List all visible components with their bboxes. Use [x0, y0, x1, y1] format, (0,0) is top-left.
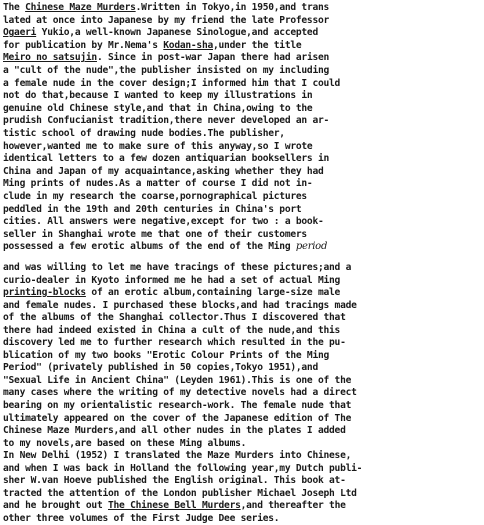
line-text: In New Delhi (1952) I translated the Maze Murders into Chinese, — [3, 450, 352, 462]
line-text: and was willing to let me have tracings of these pictures;and a — [3, 262, 352, 273]
line-text: curio-dealer in Kyoto informed me he had a set of actual Ming — [3, 274, 341, 286]
text-line — [3, 312, 483, 325]
line-text: tracted the attention of the London publisher Michael Joseph Ltd — [3, 487, 357, 499]
text-line — [3, 153, 483, 166]
line-text: clude in my research the coarse,pornographical pictures — [3, 190, 307, 202]
underlined-publisher: Kodan-sha — [163, 39, 213, 51]
line-text: of the albums of the Shanghai collector.Thus I discovered that — [3, 312, 346, 324]
text-line — [3, 362, 483, 375]
line-text: there had indeed existed in China a cult of the nude,and this — [3, 324, 341, 336]
text-line — [3, 438, 483, 451]
underlined-title: Meiro no satsujin — [3, 52, 97, 64]
paragraph-1 — [3, 2, 483, 254]
text-line — [3, 463, 483, 476]
line-text: cities. All answers were negative,except for two : a book- — [3, 216, 324, 228]
line-text: .Written in Tokyo,in 1950,and trans — [135, 2, 330, 13]
underlined-title: Chinese Maze Murders — [25, 2, 136, 13]
text-line — [3, 387, 483, 400]
text-line — [3, 216, 483, 229]
line-text: lated at once into Japanese by my friend the late Professor — [3, 14, 330, 26]
line-text: sher W.van Hoeve published the English original. This book at- — [3, 475, 346, 487]
underlined-term: printing-blocks — [3, 287, 86, 299]
line-text: seller in Shanghai wrote me that one of their customers — [3, 228, 307, 240]
line-text: discovery led me to further research which resulted in the pu- — [3, 337, 346, 349]
line-text: The — [3, 2, 26, 13]
line-text: and he brought out — [3, 500, 108, 512]
text-line — [3, 204, 483, 217]
text-line — [3, 115, 483, 128]
line-text: other three volumes of the First Judge Dee series. — [3, 512, 280, 524]
line-text: tistic school of drawing nude bodies.The publisher, — [3, 127, 285, 139]
text-line — [3, 475, 483, 488]
text-line — [3, 287, 483, 300]
text-line — [3, 275, 483, 288]
text-line — [3, 425, 483, 438]
text-line — [3, 262, 483, 275]
line-text: Yukio,a well-known Japanese Sinologue,and accepted — [36, 27, 318, 39]
text-line — [3, 337, 483, 350]
line-text: Chinese Maze Murders,and all other nudes in the plates I added — [3, 425, 346, 437]
text-line — [3, 325, 483, 338]
text-line — [3, 27, 483, 40]
line-text: for publication by Mr.Nema's — [3, 39, 164, 51]
text-line — [3, 178, 483, 191]
underlined-name: Ogaeri — [3, 27, 37, 39]
line-text: prudish Confucianist tradition,there never developed an ar- — [3, 115, 330, 127]
paragraph-gap — [0, 250, 484, 260]
text-line — [3, 488, 483, 501]
text-line — [3, 300, 483, 313]
text-line — [3, 413, 483, 426]
text-line — [3, 375, 483, 388]
text-line — [3, 78, 483, 91]
line-text: possessed a few erotic albums of the end of the Ming — [3, 241, 296, 253]
line-text: not do that,because I wanted to keep my illustrations in — [3, 90, 313, 102]
paragraph-2 — [3, 262, 483, 525]
text-line — [3, 350, 483, 363]
text-line — [3, 500, 483, 513]
line-text: many cases where the writing of my detective novels had a direct — [3, 387, 357, 399]
line-text: Period" (privately published in 50 copies,Tokyo 1951),and — [3, 362, 318, 374]
line-text: blication of my two books "Erotic Colour Prints of the Ming — [3, 349, 330, 361]
underlined-title: The Chinese Bell Murders — [108, 500, 241, 512]
line-text: bearing on my orientalistic research-work. The female nude that — [3, 400, 352, 412]
text-line — [3, 450, 483, 463]
text-line — [3, 2, 483, 15]
text-line — [3, 65, 483, 78]
text-line — [3, 191, 483, 204]
line-text: of an erotic album,containing large-size male — [85, 287, 341, 299]
text-line — [3, 90, 483, 103]
text-line — [3, 400, 483, 413]
text-line — [3, 40, 483, 53]
text-line — [3, 128, 483, 141]
line-text: a female nude in the cover design;I informed him that I could — [3, 77, 341, 89]
line-text: ultimately appeared on the cover of the Japanese edition of The — [3, 412, 352, 424]
line-text: ,and thereafter the — [240, 500, 346, 512]
line-text: . Since in post-war Japan there had arisen — [96, 52, 330, 64]
line-text: however,wanted me to make sure of this anyway,so I wrote — [3, 140, 313, 152]
line-text: identical letters to a few dozen antiquarian booksellers in — [3, 153, 330, 165]
line-text: to my novels,are based on these Ming albums. — [3, 437, 247, 449]
line-text: and when I was back in Holland the following year,my Dutch publi- — [3, 462, 363, 474]
text-line — [3, 141, 483, 154]
text-line — [3, 103, 483, 116]
text-line — [3, 229, 483, 242]
line-text: and female nudes. I purchased these blocks,and had tracings made — [3, 299, 357, 311]
line-text: "Sexual Life in Ancient China" (Leyden 1961).This is one of the — [3, 374, 352, 386]
text-line — [3, 15, 483, 28]
handwritten-correction: period — [295, 241, 328, 253]
line-text: Ming prints of nudes.As a matter of course I did not in- — [3, 178, 313, 190]
line-text: genuine old Chinese style,and that in China,owing to the — [3, 102, 313, 114]
text-line — [3, 166, 483, 179]
line-text: peddled in the 19th and 20th centuries in China's port — [3, 203, 302, 215]
text-line — [3, 52, 483, 65]
line-text: ,under the title — [213, 39, 302, 51]
line-text: China and Japan of my acquaintance,asking whether they had — [3, 165, 324, 177]
line-text: a "cult of the nude",the publisher insisted on my including — [3, 64, 330, 76]
